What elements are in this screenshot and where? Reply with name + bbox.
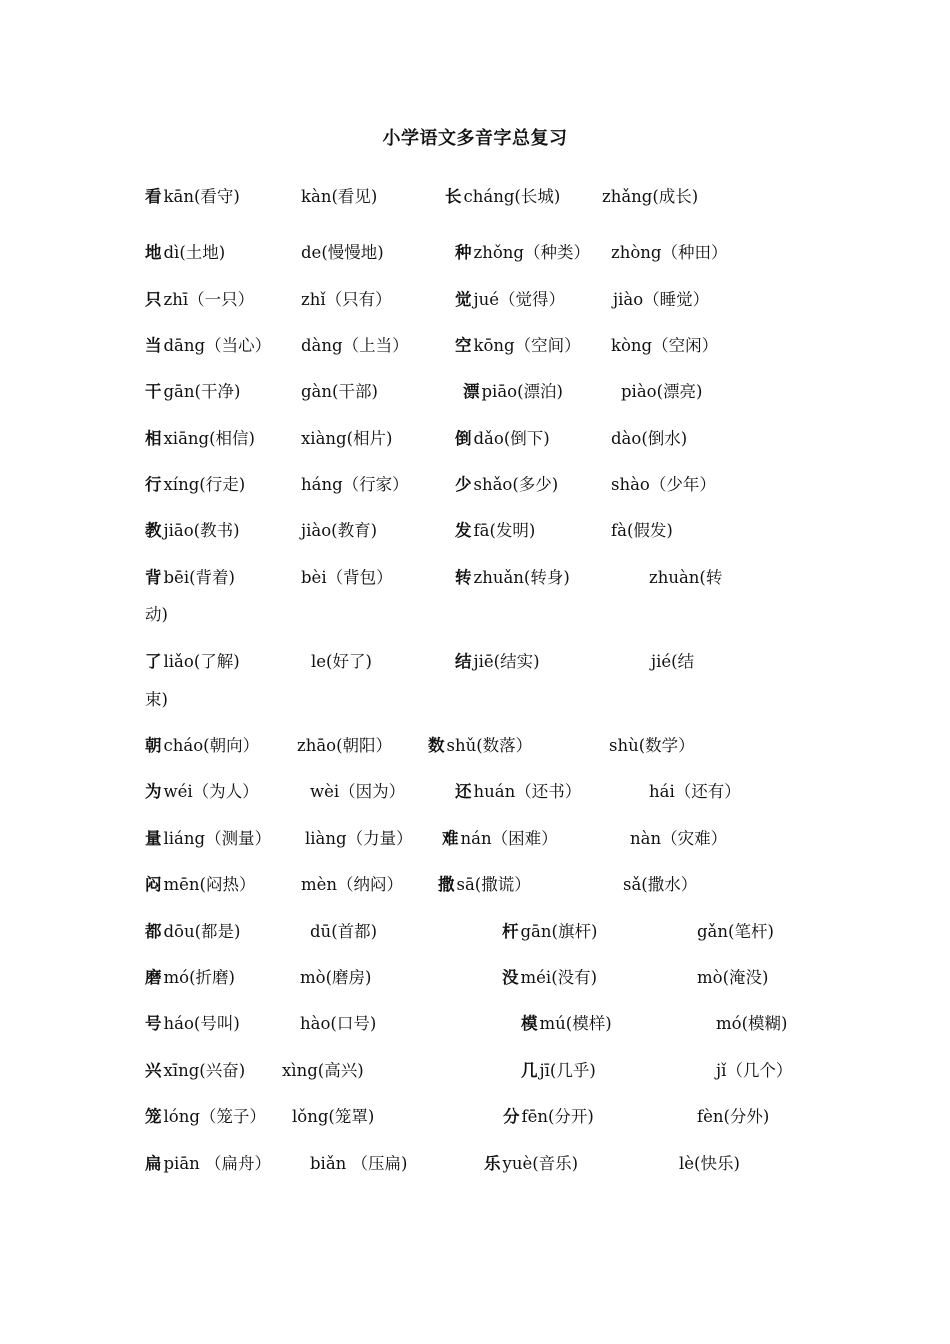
entry-a-reading-1	[145, 332, 271, 356]
entry-b-reading-1	[455, 471, 558, 495]
entry-b-reading-2	[609, 732, 695, 756]
entry-b-reading-2	[716, 1057, 792, 1081]
polyphone-character: 转	[455, 568, 472, 587]
entry-b-reading-1	[455, 332, 581, 356]
entry-b-reading-2	[611, 239, 727, 263]
polyphone-row	[0, 564, 950, 594]
pinyin-reading: fèn(分外)	[697, 1107, 770, 1126]
entry-a-reading-2	[301, 425, 392, 449]
pinyin-reading: fā(发明)	[473, 521, 536, 540]
pinyin-reading: zhǐ（只有）	[301, 290, 392, 309]
pinyin-reading: cháo(朝向）	[163, 736, 260, 755]
pinyin-reading: jī(几乎)	[539, 1061, 596, 1080]
entry-b-reading-2	[697, 918, 774, 942]
entry-b-reading-1	[463, 378, 563, 402]
pinyin-reading: de(慢慢地)	[301, 243, 384, 262]
entry-a-reading-1	[145, 286, 254, 310]
entry-b-reading-2	[697, 964, 768, 988]
pinyin-reading: shǎo(多少)	[473, 475, 559, 494]
pinyin-reading: xíng(行走)	[163, 475, 246, 494]
polyphone-character: 长	[445, 187, 462, 206]
polyphone-character: 种	[455, 243, 472, 262]
pinyin-reading: xìng(高兴)	[282, 1061, 364, 1080]
entry-b-reading-2	[697, 1103, 769, 1127]
polyphone-row	[0, 778, 950, 808]
entry-b-reading-2	[621, 378, 703, 402]
pinyin-reading: jiào（睡觉）	[613, 290, 710, 309]
entry-a-reading-2	[310, 918, 377, 942]
polyphone-character: 兴	[145, 1061, 162, 1080]
polyphone-character: 号	[145, 1014, 162, 1033]
polyphone-character: 都	[145, 922, 162, 941]
pinyin-reading: hái（还有）	[649, 782, 741, 801]
pinyin-reading: fà(假发)	[611, 521, 673, 540]
entry-b-reading-1	[521, 1010, 612, 1034]
polyphone-character: 乐	[484, 1154, 501, 1173]
polyphone-character: 分	[503, 1107, 520, 1126]
pinyin-reading: bēi(背着)	[163, 568, 235, 587]
pinyin-reading: gān(干净)	[163, 382, 241, 401]
entry-a-reading-2	[310, 778, 405, 802]
entry-b-reading-2	[602, 183, 698, 207]
entry-a-reading-2	[301, 286, 392, 310]
pinyin-reading: jué（觉得）	[473, 290, 566, 309]
entry-b-reading-1	[455, 239, 590, 263]
pinyin-reading: jiào(教育)	[301, 521, 378, 540]
polyphone-row	[0, 286, 950, 316]
entry-b-reading-2	[716, 1010, 787, 1034]
polyphone-character: 还	[455, 782, 472, 801]
entry-a-reading-2	[282, 1057, 364, 1081]
entry-b-reading-2	[679, 1150, 740, 1174]
entry-a-reading-1	[145, 778, 259, 802]
polyphone-row	[0, 918, 950, 948]
polyphone-character: 结	[455, 652, 472, 671]
pinyin-reading: xiāng(相信)	[163, 429, 255, 448]
entry-b-reading-2	[613, 286, 709, 310]
pinyin-reading: dì(土地)	[163, 243, 226, 262]
entry-b-reading-1	[521, 1057, 596, 1081]
pinyin-reading: shào（少年）	[611, 475, 716, 494]
polyphone-row	[0, 732, 950, 762]
pinyin-reading: lóng（笼子）	[163, 1107, 266, 1126]
pinyin-reading: zhǎng(成长)	[602, 187, 699, 206]
polyphone-character: 难	[442, 829, 459, 848]
entry-b-reading-1	[438, 871, 531, 895]
entry-a-reading-2	[301, 183, 377, 207]
entry-a-reading-2	[301, 239, 384, 263]
polyphone-character: 只	[145, 290, 162, 309]
pinyin-reading: jǐ（几个）	[716, 1061, 793, 1080]
polyphone-character: 少	[455, 475, 472, 494]
entry-a-reading-1	[145, 1057, 245, 1081]
polyphone-character: 发	[455, 521, 472, 540]
polyphone-row	[0, 183, 950, 213]
document-title: 小学语文多音字总复习	[382, 128, 568, 149]
entry-a-reading-1	[145, 239, 225, 263]
pinyin-reading: dào(倒水)	[611, 429, 688, 448]
entry-a-reading-1	[145, 648, 240, 672]
wrapped-text: 束)	[145, 690, 168, 709]
pinyin-reading: le(好了)	[311, 652, 372, 671]
pinyin-reading: liàng（力量）	[305, 829, 413, 848]
pinyin-reading: nán（困难）	[460, 829, 558, 848]
polyphone-character: 漂	[463, 382, 480, 401]
pinyin-reading: piāo(漂泊)	[481, 382, 563, 401]
entry-b-reading-1	[455, 425, 550, 449]
wrapped-text: 动)	[145, 605, 168, 624]
entry-b-reading-1	[442, 825, 558, 849]
polyphone-character: 没	[502, 968, 519, 987]
pinyin-reading: dāng（当心）	[163, 336, 272, 355]
entry-a-reading-1	[145, 378, 240, 402]
entry-b-reading-2	[611, 471, 716, 495]
polyphone-character: 地	[145, 243, 162, 262]
polyphone-row	[0, 1010, 950, 1040]
pinyin-reading: sǎ(撒水）	[623, 875, 698, 894]
pinyin-reading: háo(号叫)	[163, 1014, 240, 1033]
entry-a-reading-1	[145, 871, 255, 895]
pinyin-reading: cháng(长城)	[463, 187, 561, 206]
entry-a-reading-1	[145, 825, 271, 849]
entry-b-reading-1	[502, 918, 597, 942]
entry-b-reading-1	[455, 564, 570, 588]
polyphone-character: 相	[145, 429, 162, 448]
pinyin-reading: shù(数学）	[609, 736, 695, 755]
polyphone-character: 干	[145, 382, 162, 401]
entry-a-reading-2	[292, 1103, 374, 1127]
entry-a-reading-1	[145, 1103, 266, 1127]
polyphone-character: 当	[145, 336, 162, 355]
pinyin-reading: bèi（背包）	[301, 568, 393, 587]
entry-b-reading-1	[484, 1150, 578, 1174]
pinyin-reading: fēn(分开)	[521, 1107, 594, 1126]
entry-a-reading-1	[145, 564, 235, 588]
polyphone-character: 磨	[145, 968, 162, 987]
pinyin-reading: mèn（纳闷）	[301, 875, 404, 894]
pinyin-reading: kòng（空闲）	[611, 336, 719, 355]
pinyin-reading: mó(折磨)	[163, 968, 235, 987]
entry-b-reading-2	[649, 778, 741, 802]
entry-a-reading-2	[297, 732, 392, 756]
pinyin-reading: yuè(音乐)	[502, 1154, 579, 1173]
entry-b-reading-1	[455, 286, 565, 310]
pinyin-reading: nàn（灾难）	[630, 829, 728, 848]
entry-a-reading-1	[145, 425, 255, 449]
entry-a-reading-2	[301, 564, 393, 588]
pinyin-reading: piān （扁舟）	[163, 1154, 272, 1173]
entry-b-reading-1	[445, 183, 560, 207]
polyphone-character: 空	[455, 336, 472, 355]
polyphone-character: 扁	[145, 1154, 162, 1173]
pinyin-reading: zhǒng（种类）	[473, 243, 590, 262]
pinyin-reading: lè(快乐)	[679, 1154, 740, 1173]
polyphone-character: 觉	[455, 290, 472, 309]
entry-b-reading-2	[623, 871, 697, 895]
polyphone-row	[0, 239, 950, 269]
entry-b-reading-1	[503, 1103, 594, 1127]
polyphone-row	[0, 871, 950, 901]
entry-b-reading-1	[502, 964, 597, 988]
polyphone-row	[0, 964, 950, 994]
pinyin-reading: lǒng(笼罩)	[292, 1107, 375, 1126]
pinyin-reading: gàn(干部)	[301, 382, 378, 401]
pinyin-reading: jiē(结实)	[473, 652, 540, 671]
entry-a-reading-2	[301, 517, 377, 541]
entry-b-reading-2	[649, 564, 722, 588]
pinyin-reading: xiàng(相片)	[301, 429, 393, 448]
entry-a-reading-1	[145, 1150, 271, 1174]
polyphone-character: 教	[145, 521, 162, 540]
pinyin-reading: jiāo(教书)	[163, 521, 240, 540]
entry-a-reading-2	[301, 471, 409, 495]
entry-a-reading-2	[300, 1010, 376, 1034]
entry-a-reading-2	[310, 1150, 408, 1174]
entry-b-reading-2	[611, 517, 673, 541]
pinyin-reading: kàn(看见)	[301, 187, 378, 206]
entry-a-reading-1	[145, 732, 259, 756]
polyphone-character: 了	[145, 652, 162, 671]
pinyin-reading: gǎn(笔杆)	[697, 922, 774, 941]
polyphone-row	[0, 1150, 950, 1180]
pinyin-reading: xīng(兴奋)	[163, 1061, 246, 1080]
pinyin-reading: biǎn （压扁)	[310, 1154, 408, 1173]
polyphone-row	[0, 825, 950, 855]
entry-a-reading-1	[145, 517, 240, 541]
entry-a-reading-1	[145, 471, 245, 495]
pinyin-reading: kōng（空间）	[473, 336, 581, 355]
pinyin-reading: wéi（为人）	[163, 782, 259, 801]
pinyin-reading: shǔ(数落）	[446, 736, 533, 755]
polyphone-row	[0, 425, 950, 455]
entry-b-reading-1	[428, 732, 532, 756]
entry-a-reading-1	[145, 1010, 240, 1034]
pinyin-reading: dū(首都)	[310, 922, 378, 941]
entry-b-reading-2	[630, 825, 727, 849]
entry-a-reading-1	[145, 918, 241, 942]
entry-b-reading-2	[611, 332, 718, 356]
entry-b-reading-1	[455, 648, 540, 672]
pinyin-reading: zhuàn(转	[649, 568, 723, 587]
pinyin-reading: zhuǎn(转身)	[473, 568, 570, 587]
polyphone-character: 撒	[438, 875, 455, 894]
entry-b-reading-2	[611, 425, 687, 449]
polyphone-character: 模	[521, 1014, 538, 1033]
entry-a-reading-1	[145, 183, 240, 207]
pinyin-reading: gān(旗杆)	[520, 922, 598, 941]
entry-a-reading-2	[301, 378, 378, 402]
polyphone-character: 杆	[502, 922, 519, 941]
entry-a-reading-2	[301, 871, 403, 895]
polyphone-row	[0, 517, 950, 547]
pinyin-reading: dǎo(倒下)	[473, 429, 550, 448]
entry-a-reading-2	[300, 964, 371, 988]
polyphone-row	[0, 471, 950, 501]
entry-a-reading-1	[145, 964, 235, 988]
pinyin-reading: mò(淹没)	[697, 968, 769, 987]
entry-a-reading-2	[305, 825, 413, 849]
pinyin-reading: huán（还书）	[473, 782, 582, 801]
pinyin-reading: liǎo(了解)	[163, 652, 240, 671]
pinyin-reading: mò(磨房)	[300, 968, 372, 987]
pinyin-reading: dōu(都是)	[163, 922, 241, 941]
entry-a-reading-2	[311, 648, 372, 672]
pinyin-reading: mēn(闷热）	[163, 875, 256, 894]
pinyin-reading: zhāo(朝阳）	[297, 736, 393, 755]
pinyin-reading: zhī（一只）	[163, 290, 255, 309]
pinyin-reading: piào(漂亮)	[621, 382, 703, 401]
entry-b-reading-2	[651, 648, 694, 672]
polyphone-character: 行	[145, 475, 162, 494]
entry-b-reading-1	[455, 517, 535, 541]
polyphone-row	[0, 1103, 950, 1133]
polyphone-character: 量	[145, 829, 162, 848]
pinyin-reading: jié(结	[651, 652, 695, 671]
pinyin-reading: hào(口号)	[300, 1014, 377, 1033]
polyphone-character: 背	[145, 568, 162, 587]
polyphone-character: 看	[145, 187, 162, 206]
pinyin-reading: dàng（上当）	[301, 336, 409, 355]
polyphone-row	[0, 332, 950, 362]
entry-b-reading-1	[455, 778, 581, 802]
polyphone-character: 朝	[145, 736, 162, 755]
polyphone-row	[0, 1057, 950, 1087]
pinyin-reading: kān(看守)	[163, 187, 240, 206]
pinyin-reading: méi(没有)	[520, 968, 598, 987]
pinyin-reading: sā(撒谎）	[456, 875, 531, 894]
polyphone-row	[0, 648, 950, 678]
pinyin-reading: zhòng（种田）	[611, 243, 728, 262]
pinyin-reading: háng（行家）	[301, 475, 409, 494]
polyphone-row	[0, 378, 950, 408]
pinyin-reading: mú(模样)	[539, 1014, 612, 1033]
polyphone-character: 为	[145, 782, 162, 801]
polyphone-character: 数	[428, 736, 445, 755]
polyphone-character: 笼	[145, 1107, 162, 1126]
polyphone-character: 闷	[145, 875, 162, 894]
entry-a-reading-2	[301, 332, 409, 356]
polyphone-character: 几	[521, 1061, 538, 1080]
pinyin-reading: wèi（因为）	[310, 782, 406, 801]
pinyin-reading: mó(模糊)	[716, 1014, 788, 1033]
polyphone-character: 倒	[455, 429, 472, 448]
pinyin-reading: liáng（测量）	[163, 829, 272, 848]
